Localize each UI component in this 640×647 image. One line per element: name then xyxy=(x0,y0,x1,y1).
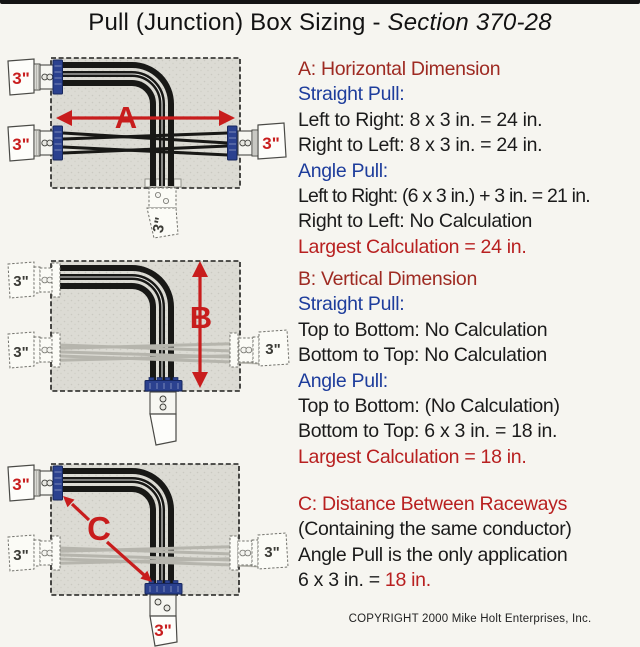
panel-heading: A: Horizontal Dimension xyxy=(298,58,501,80)
conduit-label-bottom: 3" xyxy=(154,621,172,640)
dimension-letter-b: B xyxy=(189,300,213,335)
conduit-label-top-left: 3" xyxy=(12,475,30,494)
conduit-top-left-ghost xyxy=(8,262,60,298)
conduit-bottom-ghost xyxy=(145,179,181,238)
panel-line: Largest Calculation = 18 in. xyxy=(298,445,527,468)
conduit-label-top-left: 3" xyxy=(12,69,30,88)
copyright-notice: COPYRIGHT 2000 Mike Holt Enterprises, Inc. xyxy=(348,613,592,625)
panel-heading: C: Distance Between Raceways xyxy=(298,493,568,515)
panel-line: Angle Pull is the only application xyxy=(298,543,568,566)
conduit-label-top-left: 3" xyxy=(13,273,29,290)
panel-line: Largest Calculation = 24 in. xyxy=(298,235,527,258)
conduit-mid-left-ghost xyxy=(8,332,60,368)
panel-line-mixed xyxy=(298,568,640,593)
box-connector xyxy=(53,466,63,500)
diagram-c-distance-between-raceways xyxy=(0,450,300,647)
panel-line-highlight: 18 in. xyxy=(384,569,431,592)
page-title xyxy=(0,9,640,37)
conduit-mid-left xyxy=(8,125,63,161)
panel-horizontal-dimension xyxy=(298,57,640,260)
diagram-b-vertical-dimension xyxy=(0,250,300,450)
diagram-a-horizontal-dimension xyxy=(0,45,300,245)
panel-line: Top to Bottom: (No Calculation) xyxy=(298,395,560,418)
conduit-label-mid-right: 3" xyxy=(262,134,280,153)
panel-line: Angle Pull: xyxy=(298,369,388,392)
panel-line: Bottom to Top: No Calculation xyxy=(298,344,547,367)
conduit-top-left xyxy=(8,59,63,95)
conduit-label-mid-left: 3" xyxy=(12,135,30,154)
conduit-bottom xyxy=(145,581,182,647)
panel-line: Right to Left: 8 x 3 in. = 24 in. xyxy=(298,134,543,157)
panel-line: Straight Pull: xyxy=(298,293,405,316)
panel-vertical-dimension xyxy=(298,267,640,470)
box-connector xyxy=(228,126,238,160)
panel-line: (Containing the same conductor) xyxy=(298,518,572,541)
box-connector xyxy=(53,60,63,94)
conduit-label-bottom: 3" xyxy=(149,215,170,235)
dimension-letter-a: A xyxy=(114,100,138,135)
conduit-top-left xyxy=(8,465,63,501)
panel-line-text: 6 x 3 in. = xyxy=(298,569,385,592)
conduit-bottom xyxy=(145,378,182,446)
panel-line: Angle Pull: xyxy=(298,159,388,182)
conduit-label-mid-right: 3" xyxy=(264,544,280,561)
conduit-mid-right xyxy=(228,123,287,160)
conduit-label-mid-left: 3" xyxy=(13,344,29,361)
title-section: Section 370-28 xyxy=(387,9,552,36)
panel-line: Bottom to Top: 6 x 3 in. = 18 in. xyxy=(298,420,558,443)
title-text: Pull (Junction) Box Sizing - xyxy=(88,9,388,36)
conduit-label-mid-left: 3" xyxy=(13,547,29,564)
panel-line: Right to Left: No Calculation xyxy=(298,210,533,233)
panel-distance-between-raceways xyxy=(298,492,640,594)
dimension-letter-c: C xyxy=(87,510,111,547)
panel-line: Straight Pull: xyxy=(298,83,405,106)
conduit-mid-left-ghost xyxy=(8,535,60,571)
panel-line: Top to Bottom: No Calculation xyxy=(298,318,548,341)
panel-line: Left to Right: 8 x 3 in. = 24 in. xyxy=(298,108,543,131)
scan-edge xyxy=(0,0,640,4)
panel-heading: B: Vertical Dimension xyxy=(298,268,478,290)
box-connector xyxy=(53,126,63,160)
conduit-label-mid-right: 3" xyxy=(265,341,281,358)
panel-line: Left to Right: (6 x 3 in.) + 3 in. = 21 in. xyxy=(298,185,590,208)
